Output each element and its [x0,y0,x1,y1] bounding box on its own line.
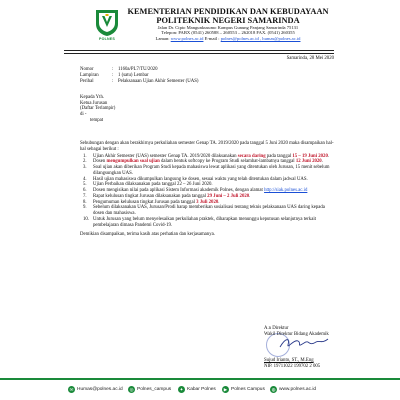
list-item: 4. Hasil ujian mahasiswa dikumpulkan langsung ke dosen, sesuai waktu yang telah ditentukan dalam jadwal UAS. [83,176,308,182]
letter-date: Samarinda, 28 Mei 2020 [286,56,334,61]
logo-wordmark: POLNES [99,37,115,41]
addressee-line: Ketua Jurusan [80,100,108,106]
letter-meta [80,67,198,84]
meta-value: Pelaksanaan Ujian Akhir Semester (UAS) [118,78,199,84]
meta-key: Nomor [80,67,94,72]
email-label: E-mail : [203,35,221,41]
announcement-list [80,154,336,229]
meta-value: 1160a/PL7/TU/2020 [118,67,158,72]
list-item: 6. Dosen mengisikan nilai pada aplikasi Sistem Informasi akademik Polnes, dengan alamat http://siak.polnes.ac.id [83,188,308,193]
footer-text: Polnes_campus [137,387,172,392]
addressee-line: (Daftar Terlampir) [80,106,116,112]
footer-text: www.polnes.ac.id [279,387,317,392]
email-icon: ✉ [69,387,74,392]
signature-line: A.n Direktur [264,326,289,331]
email-link[interactable]: polnes@polnes.ac.id , humas@polnes.ac.id [220,35,301,41]
signature-block [264,326,329,370]
footer-item-website[interactable] [270,386,316,393]
globe-icon: ◍ [271,387,276,392]
addressee-line: di - [80,112,87,118]
twitter-icon: ✦ [179,387,184,392]
footer-item-instagram[interactable] [128,386,171,393]
signatory-nip: NIP. 19711022 199702 2 005 [264,363,321,369]
meta-key: Lampiran [80,72,99,78]
siak-link[interactable]: http://siak.polnes.ac.id [264,188,308,193]
intro-paragraph: Sehubungan dengan akan berakhirnya perkuliahan semester Genap TA. 2019/2020 pada tanggal 5 Juni 2020 maka disampaikan hal-hal sebagai berikut : [80,141,334,152]
letter-footer [0,378,400,400]
youtube-icon: ▶ [223,387,228,392]
letter-body [80,141,336,238]
addressee-block [80,95,115,124]
footer-item-twitter[interactable] [178,386,216,393]
list-item: 8. Pengumuman kelulusan tingkat Jurusan pada tanggal 3 Juli 2020. [83,199,220,205]
list-item: 9. Sebelum dilaksanakan UAS, Jurusan/Prodi harap memberikan sosialisasi tentang teknis pelaksanaan UAS daring kepada dosen dan mahasiswa. [83,205,325,216]
footer-text: Kabar Polnes [187,387,216,392]
institution-phone: Telepon: PABX (0541) 260588 – 260553 – 262018 FAX. (0541) 260355 [161,30,295,36]
meta-key: Perihal [80,78,94,84]
letterhead [112,7,344,41]
instagram-icon: ◎ [129,387,134,392]
footer-band [0,378,400,380]
addressee-line: tempat [90,117,104,123]
letterhead-rule [64,50,334,51]
laman-label: Laman: [155,35,171,41]
footer-item-email[interactable] [68,386,123,393]
ministry-name: KEMENTERIAN PENDIDIKAN DAN KEBUDAYAAN [127,7,329,16]
website-link[interactable]: www.polnes.ac.id [170,35,204,41]
addressee-line: Kepada Yth. [80,95,105,100]
meta-value: 1 (satu) Lembar [118,72,149,78]
footer-text: Polnes Campus [231,387,265,392]
list-item: 7. Rapat kelulusan tingkat Jurusan dilaksanakan pada tanggal 29 Juni – 2 Juli 2020. [83,193,251,199]
list-item: 5. Ujian Perbaikan dilaksanakan pada tanggal 22 – 26 Juni 2020. [83,182,213,188]
institution-name: POLITEKNIK NEGERI SAMARINDA [156,16,300,25]
signatory-name: Sujud Irianto, ST., M.Eng [264,357,314,363]
meta-row-lampiran: Lampiran : 1 (satu) Lembar [80,72,149,78]
list-item: 3. Soal ujian akan diberikan Program Studi kepada mahasiswa lewat aplikasi yang ditentukan oleh Jurusan, 15 menit sebelum dilangsungkan UAS. [83,165,330,176]
letterhead-rule-thin [64,53,334,54]
closing-paragraph: Demikian disampaikan, terima kasih atas perhatian dan kerjasamanya. [80,232,215,238]
list-item: 1. Ujian Akhir Semester (UAS) semester Genap TA. 2019/2020 dilaksanakan secara daring pada tanggal 15 – 19 Juni 2020. [83,153,330,159]
institution-address: Jalan Dr. Cipto Mangunkusumo Kampus Gunung Panjang Samarinda 75131 [157,25,299,30]
signature-line: Wakil Direktur Bidang Akademik [264,331,329,337]
list-item: 2. Dosen mengumpulkan soal ujian dalam bentuk softcopy ke Program Studi selambat-lambatnya tanggal 12 Juni 2020. [83,159,323,165]
footer-text: Humas@polnes.ac.id [77,387,123,392]
footer-item-youtube[interactable] [222,386,265,393]
meta-row-nomor: Nomor : 1160a/PL7/TU/2020 [80,67,158,72]
meta-row-perihal: Perihal : Pelaksanaan Ujian Akhir Semester (UAS) [80,78,199,84]
institution-contact [112,36,344,41]
list-item: 10. Untuk Jurusan yang belum menyelesaikan perkuliahan praktek, diharapkan menunggu keputusan selanjutnya terkait pembelajaran dimasa Pandemi Covid-19. [83,216,316,228]
